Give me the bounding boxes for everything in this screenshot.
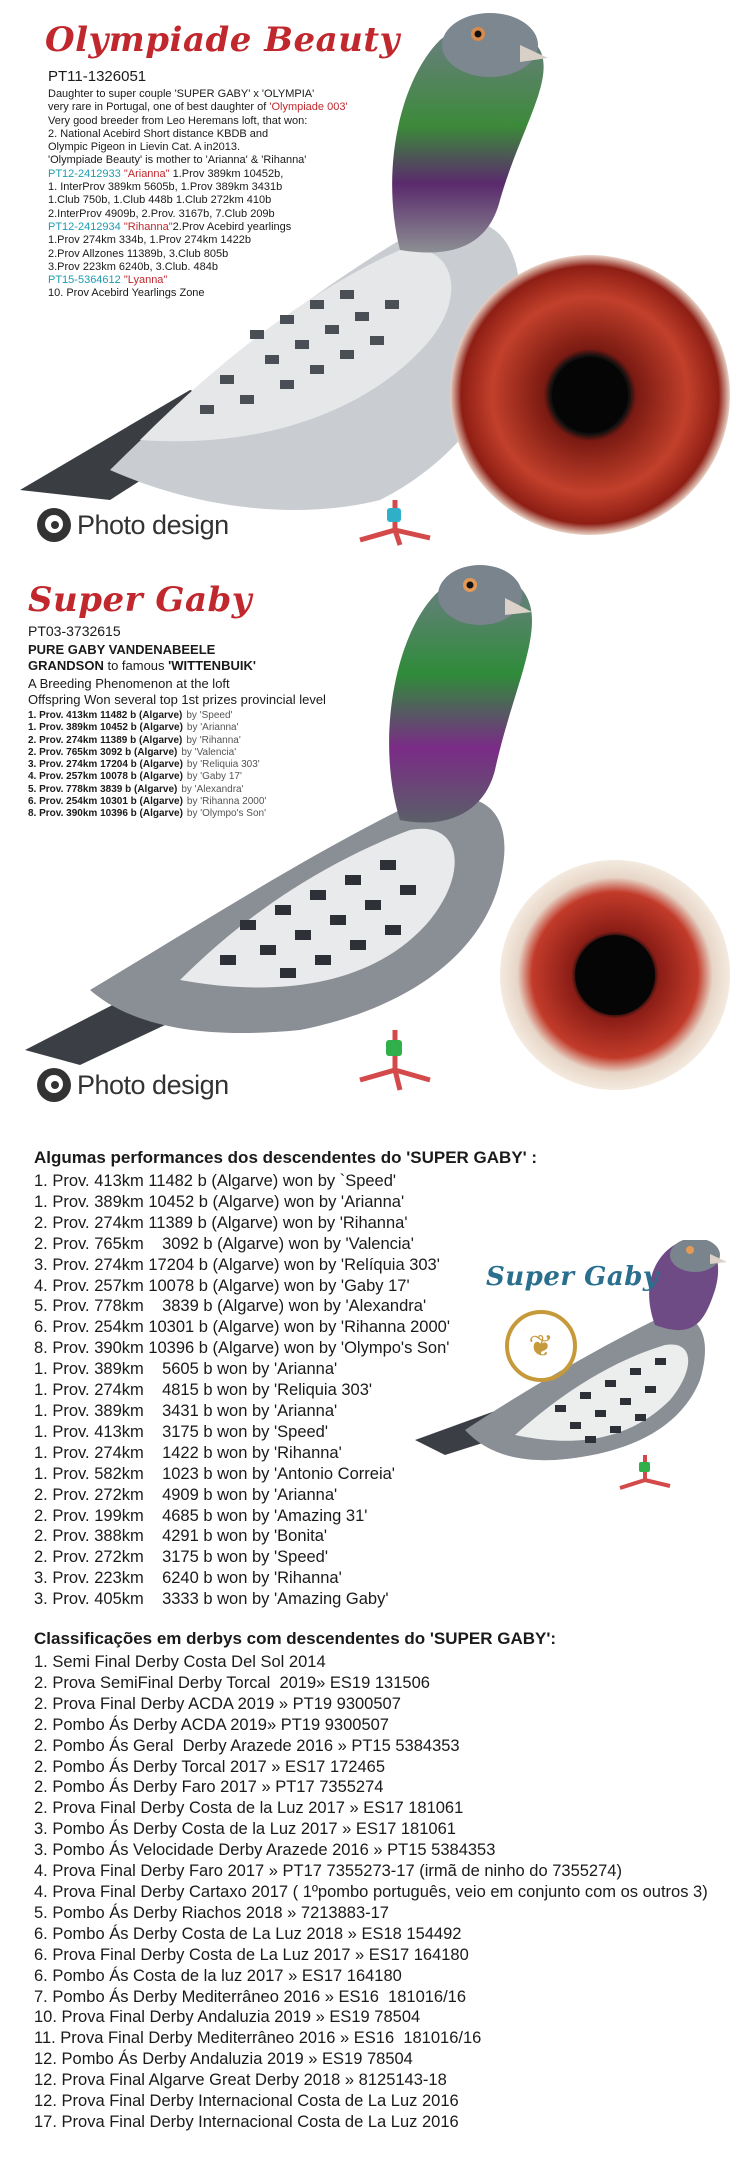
tagline-breeding: A Breeding Phenomenon at the loft xyxy=(28,676,230,691)
pedigree-line-text: 2.Prov Allzones 11389b, 3.Club 805b xyxy=(48,247,229,260)
performances-heading: Algumas performances dos descendentes do 'SUPER GABY' : xyxy=(34,1148,538,1167)
pedigree-line-text: Very good breeder from Leo Heremans loft, that won: xyxy=(48,114,308,127)
logo-text: Photo design xyxy=(77,1069,229,1100)
laurel-emblem-icon: ❦ xyxy=(505,1310,577,1382)
grandson-label: GRANDSON xyxy=(28,658,104,673)
result-row xyxy=(28,722,266,734)
derby-item: 11. Prova Final Derby Mediterrâneo 2016 » ES16 181016/16 xyxy=(34,2029,482,2048)
results-list xyxy=(28,710,266,821)
pedigree-line xyxy=(48,115,388,128)
pedigree-line-text: 'Olympiade Beauty' is mother to 'Arianna' & 'Rihanna' xyxy=(48,154,307,167)
pedigree-line xyxy=(48,194,388,207)
result-row xyxy=(28,784,266,796)
derby-item: 2. Prova SemiFinal Derby Torcal 2019» ES19 131506 xyxy=(34,1673,430,1692)
derby-item: 10. Prova Final Derby Andaluzia 2019 » ES19 78504 xyxy=(34,2008,421,2027)
pedigree-line xyxy=(48,261,388,274)
ring-number: PT03-3732615 xyxy=(28,623,121,639)
derbys-list xyxy=(34,1652,708,2133)
pedigree-line-text: 2. National Acebird Short distance KBDB and xyxy=(48,127,269,140)
ring-number: PT11-1326051 xyxy=(48,68,147,85)
pedigree-line-tail: 1.Prov 389km 10452b, xyxy=(169,167,284,180)
derby-item: 1. Semi Final Derby Costa Del Sol 2014 xyxy=(34,1653,326,1671)
pigeon-name-title: Super Gaby xyxy=(28,580,253,620)
pedigree-line xyxy=(48,221,388,234)
pedigree-line-text: Daughter to super couple 'SUPER GABY' x 'OLYMPIA' xyxy=(48,88,315,100)
result-text: 2. Prov. 765km 3092 b (Algarve) xyxy=(28,746,178,758)
pedigree-line xyxy=(48,101,388,114)
pedigree-line-text: PT15-5364612 xyxy=(48,274,124,287)
performance-item: 5. Prov. 778km 3839 b (Algarve) won by 'Alexandra' xyxy=(34,1297,427,1316)
derby-item: 6. Pombo Ás Derby Costa de La Luz 2018 » ES18 154492 xyxy=(34,1924,462,1943)
section-derbys xyxy=(0,1625,750,2175)
performance-item: 1. Prov. 389km 10452 b (Algarve) won by 'Arianna' xyxy=(34,1192,405,1211)
pedigree-line xyxy=(48,181,388,194)
derby-item: 3. Pombo Ás Derby Costa de la Luz 2017 » ES17 181061 xyxy=(34,1820,456,1839)
derby-item: 12. Pombo Ás Derby Andaluzia 2019 » ES19 78504 xyxy=(34,2050,413,2069)
performance-item: 1. Prov. 413km 11482 b (Algarve) won by `Speed' xyxy=(34,1172,397,1190)
pedigree-line-text: PT12-2412933 xyxy=(48,167,124,180)
result-winner: by 'Rihanna 2000' xyxy=(186,796,267,808)
pedigree-line-text: very rare in Portugal, one of best daughter of xyxy=(48,101,270,114)
subtitle-pure-gaby: PURE GABY VANDENABEELE xyxy=(28,642,216,657)
pedigree-line-text: 1.Club 750b, 1.Club 448b 1.Club 272km 410b xyxy=(48,194,272,207)
pedigree-line xyxy=(48,168,388,181)
result-row xyxy=(28,747,266,759)
result-winner: by 'Reliquia 303' xyxy=(186,759,260,771)
pedigree-highlight: 'Olympiade 003' xyxy=(269,101,348,114)
super-gaby-side-title: Super Gaby xyxy=(486,1262,659,1292)
derby-item: 2. Prova Final Derby Costa de la Luz 2017 » ES17 181061 xyxy=(34,1799,464,1818)
photo-design-logo xyxy=(37,505,229,545)
derby-item: 2. Pombo Ás Derby ACDA 2019» PT19 9300507 xyxy=(34,1715,389,1734)
pedigree-line xyxy=(48,128,388,141)
performance-item: 1. Prov. 389km 3431 b won by 'Arianna' xyxy=(34,1401,338,1420)
derby-item: 5. Pombo Ás Derby Riachos 2018 » 7213883-17 xyxy=(34,1903,389,1922)
pedigree-line-text: PT12-2412934 xyxy=(48,220,124,233)
result-winner: by 'Rihanna' xyxy=(186,734,241,746)
pedigree-text xyxy=(48,88,388,301)
result-text: 4. Prov. 257km 10078 b (Algarve) xyxy=(28,771,183,783)
result-row xyxy=(28,796,266,808)
derby-item: 6. Pombo Ás Costa de la luz 2017 » ES17 164180 xyxy=(34,1966,402,1985)
logo-text: Photo design xyxy=(77,509,229,540)
derby-item: 6. Prova Final Derby Costa de La Luz 2017 » ES17 164180 xyxy=(34,1945,469,1964)
derby-item: 2. Prova Final Derby ACDA 2019 » PT19 9300507 xyxy=(34,1694,401,1713)
grandson-connector: to famous xyxy=(103,658,169,673)
pedigree-line xyxy=(48,141,388,154)
pedigree-highlight: "Arianna" xyxy=(123,167,170,180)
performance-item: 1. Prov. 274km 1422 b won by 'Rihanna' xyxy=(34,1443,342,1462)
result-winner: by 'Valencia' xyxy=(181,746,237,758)
performance-item: 1. Prov. 413km 3175 b won by 'Speed' xyxy=(34,1422,329,1441)
section-olympiade-beauty xyxy=(0,0,750,560)
result-row xyxy=(28,808,266,820)
pigeon-name-title: Olympiade Beauty xyxy=(45,20,400,60)
result-row xyxy=(28,771,266,783)
performances-list xyxy=(34,1171,450,1610)
tagline-offspring: Offspring Won several top 1st prizes provincial level xyxy=(28,692,326,707)
performance-item: 1. Prov. 582km 1023 b won by 'Antonio Correia' xyxy=(34,1464,395,1483)
derbys-heading: Classificações em derbys com descendentes do 'SUPER GABY': xyxy=(34,1629,557,1648)
pedigree-line-tail: 2.Prov Acebird yearlings xyxy=(172,220,292,233)
pedigree-line-text: 2.InterProv 4909b, 2.Prov. 3167b, 7.Club 209b xyxy=(48,207,275,220)
performance-item: 8. Prov. 390km 10396 b (Algarve) won by 'Olympo's Son' xyxy=(34,1339,450,1358)
result-row xyxy=(28,759,266,771)
result-text: 8. Prov. 390km 10396 b (Algarve) xyxy=(28,808,183,820)
derby-item: 12. Prova Final Algarve Great Derby 2018 » 8125143-18 xyxy=(34,2071,447,2090)
pedigree-line-text: 1.Prov 274km 334b, 1.Prov 274km 1422b xyxy=(48,234,252,247)
derby-item: 2. Pombo Ás Derby Faro 2017 » PT17 7355274 xyxy=(34,1778,384,1797)
pedigree-line xyxy=(48,234,388,247)
pedigree-line xyxy=(48,287,388,300)
pedigree-line xyxy=(48,88,388,101)
photo-design-logo xyxy=(37,1065,229,1105)
result-text: 5. Prov. 778km 3839 b (Algarve) xyxy=(28,783,178,795)
performance-item: 2. Prov. 274km 11389 b (Algarve) won by 'Rihanna' xyxy=(34,1213,408,1232)
pedigree-line xyxy=(48,208,388,221)
result-row xyxy=(28,735,266,747)
derby-item: 17. Prova Final Derby Internacional Costa de La Luz 2016 xyxy=(34,2112,459,2131)
performance-item: 3. Prov. 405km 3333 b won by 'Amazing Gaby' xyxy=(34,1590,389,1609)
pedigree-line-text: 3.Prov 223km 6240b, 3.Club. 484b xyxy=(48,260,219,273)
result-text: 6. Prov. 254km 10301 b (Algarve) xyxy=(28,796,183,808)
result-text: 2. Prov. 274km 11389 b (Algarve) xyxy=(28,734,183,746)
result-winner: by 'Arianna' xyxy=(186,722,239,734)
derby-item: 2. Pombo Ás Derby Torcal 2017 » ES17 172465 xyxy=(34,1757,386,1776)
pedigree-line xyxy=(48,274,388,287)
performance-item: 1. Prov. 274km 4815 b won by 'Reliquia 303' xyxy=(34,1381,373,1400)
result-text: 3. Prov. 274km 17204 b (Algarve) xyxy=(28,759,183,771)
result-winner: by 'Gaby 17' xyxy=(186,771,242,783)
section-performances xyxy=(0,1140,750,1620)
performance-item: 3. Prov. 223km 6240 b won by 'Rihanna' xyxy=(34,1569,342,1588)
performance-item: 2. Prov. 272km 4909 b won by 'Arianna' xyxy=(34,1485,338,1504)
performance-item: 2. Prov. 272km 3175 b won by 'Speed' xyxy=(34,1548,329,1567)
derby-item: 7. Pombo Ás Derby Mediterrâneo 2016 » ES16 181016/16 xyxy=(34,1987,467,2006)
result-winner: by 'Olympo's Son' xyxy=(186,808,266,820)
pedigree-line-text: 1. InterProv 389km 5605b, 1.Prov 389km 3431b xyxy=(48,181,283,194)
section-super-gaby xyxy=(0,560,750,1120)
performance-item: 2. Prov. 388km 4291 b won by 'Bonita' xyxy=(34,1527,328,1546)
pedigree-line xyxy=(48,154,388,167)
performance-item: 2. Prov. 765km 3092 b (Algarve) won by 'Valencia' xyxy=(34,1234,414,1253)
pedigree-line xyxy=(48,248,388,261)
wittenbuik-name: 'WITTENBUIK' xyxy=(168,658,256,673)
derby-item: 3. Pombo Ás Velocidade Derby Arazede 2016 » PT15 5384353 xyxy=(34,1841,496,1860)
result-text: 1. Prov. 389km 10452 b (Algarve) xyxy=(28,722,183,734)
derby-item: 4. Prova Final Derby Faro 2017 » PT17 7355273-17 (irmã de ninho do 7355274) xyxy=(34,1862,622,1881)
result-text: 1. Prov. 413km 11482 b (Algarve) xyxy=(28,710,183,721)
performance-item: 1. Prov. 389km 5605 b won by 'Arianna' xyxy=(34,1360,338,1379)
result-row xyxy=(28,710,266,722)
pedigree-highlight: "Lyanna" xyxy=(123,274,168,287)
pedigree-highlight: "Rihanna" xyxy=(123,220,173,233)
performance-item: 2. Prov. 199km 4685 b won by 'Amazing 31' xyxy=(34,1506,368,1525)
logo-icon xyxy=(37,1068,71,1102)
subtitle-grandson xyxy=(28,658,256,673)
derby-item: 2. Pombo Ás Geral Derby Arazede 2016 » PT15 5384353 xyxy=(34,1736,460,1755)
result-winner: by 'Speed' xyxy=(186,710,233,721)
performance-item: 4. Prov. 257km 10078 b (Algarve) won by 'Gaby 17' xyxy=(34,1276,410,1295)
logo-icon xyxy=(37,508,71,542)
pedigree-line-text: 10. Prov Acebird Yearlings Zone xyxy=(48,287,205,300)
derby-item: 4. Prova Final Derby Cartaxo 2017 ( 1ºpombo português, veio em conjunto com os outros 3) xyxy=(34,1882,708,1901)
pedigree-line-text: Olympic Pigeon in Lievin Cat. A in2013. xyxy=(48,141,241,154)
derby-item: 12. Prova Final Derby Internacional Costa de La Luz 2016 xyxy=(34,2092,459,2111)
performance-item: 6. Prov. 254km 10301 b (Algarve) won by 'Rihanna 2000' xyxy=(34,1318,450,1337)
result-winner: by 'Alexandra' xyxy=(181,783,244,795)
performance-item: 3. Prov. 274km 17204 b (Algarve) won by 'Relíquia 303' xyxy=(34,1255,440,1274)
